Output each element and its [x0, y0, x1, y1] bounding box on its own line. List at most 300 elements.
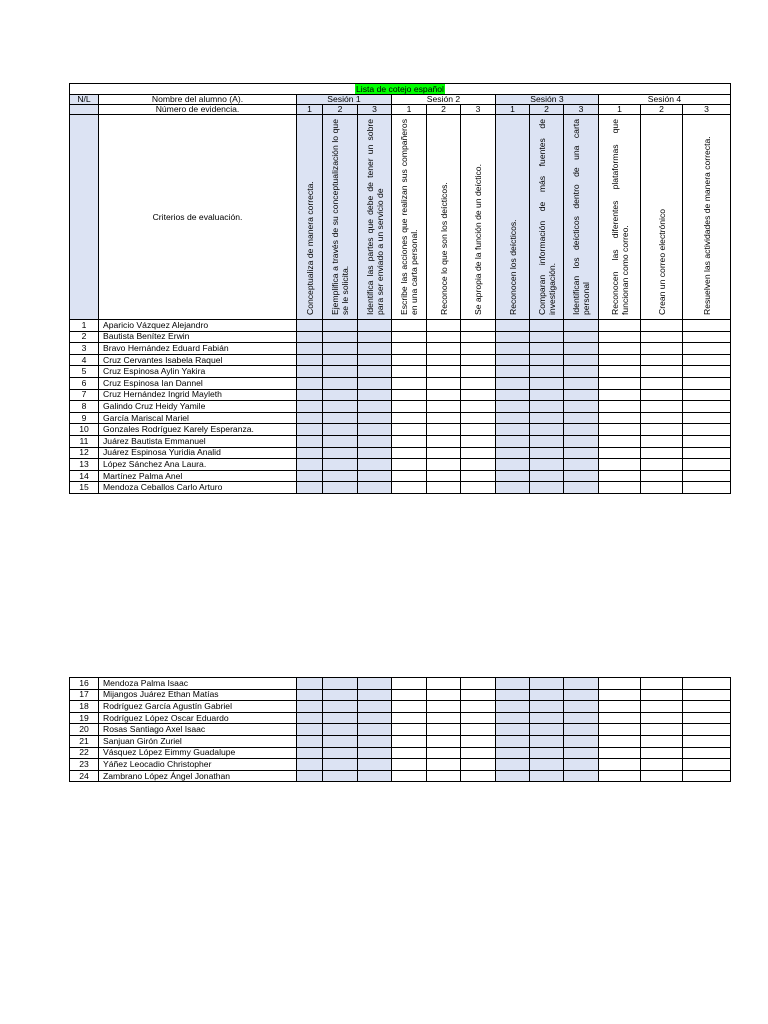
evaluation-cell[interactable]: [496, 712, 530, 724]
evaluation-cell[interactable]: [461, 343, 496, 355]
evaluation-cell[interactable]: [461, 331, 496, 343]
evaluation-cell[interactable]: [392, 701, 427, 713]
evaluation-cell[interactable]: [564, 354, 599, 366]
evaluation-cell[interactable]: [683, 331, 731, 343]
criterion-text: Reconocen los deícticos.: [507, 219, 518, 315]
evaluation-cell[interactable]: [530, 424, 564, 436]
evaluation-cell[interactable]: [496, 389, 530, 401]
evaluation-cell[interactable]: [392, 401, 427, 413]
evaluation-cell[interactable]: [683, 389, 731, 401]
evaluation-cell[interactable]: [530, 389, 564, 401]
evaluation-cell[interactable]: [683, 377, 731, 389]
evaluation-cell[interactable]: [392, 689, 427, 701]
evaluation-cell[interactable]: [599, 435, 641, 447]
student-rows-page-2: [70, 678, 731, 782]
evaluation-cell[interactable]: [323, 412, 358, 424]
evaluation-cell[interactable]: [599, 459, 641, 471]
evaluation-cell[interactable]: [297, 770, 323, 782]
evaluation-cell[interactable]: [392, 331, 427, 343]
evaluation-cell[interactable]: [683, 366, 731, 378]
evaluation-cell[interactable]: [641, 712, 683, 724]
evaluation-cell[interactable]: [683, 712, 731, 724]
evaluation-cell[interactable]: [564, 724, 599, 736]
evaluation-cell[interactable]: [530, 435, 564, 447]
evaluation-cell[interactable]: [461, 320, 496, 332]
evaluation-cell[interactable]: [297, 470, 323, 482]
evaluation-cell[interactable]: [641, 366, 683, 378]
evaluation-cell[interactable]: [392, 343, 427, 355]
evaluation-cell[interactable]: [358, 678, 392, 690]
evaluation-cell[interactable]: [358, 320, 392, 332]
evaluation-cell[interactable]: [461, 401, 496, 413]
evaluation-cell[interactable]: [427, 712, 461, 724]
evaluation-cell[interactable]: [461, 678, 496, 690]
evaluation-cell[interactable]: [427, 689, 461, 701]
evaluation-cell[interactable]: [530, 759, 564, 771]
evaluation-cell[interactable]: [530, 401, 564, 413]
student-row: [70, 470, 731, 482]
evaluation-cell[interactable]: [599, 366, 641, 378]
evaluation-cell[interactable]: [427, 447, 461, 459]
evaluation-cell[interactable]: [641, 331, 683, 343]
evaluation-cell[interactable]: [599, 701, 641, 713]
evaluation-cell[interactable]: [358, 770, 392, 782]
evaluation-cell[interactable]: [496, 424, 530, 436]
evaluation-cell[interactable]: [599, 482, 641, 494]
evaluation-cell[interactable]: [427, 701, 461, 713]
evaluation-cell[interactable]: [358, 735, 392, 747]
session-2-header: Sesión 2: [392, 95, 496, 105]
evaluation-cell[interactable]: [461, 424, 496, 436]
evaluation-cell[interactable]: [392, 366, 427, 378]
evaluation-cell[interactable]: [564, 320, 599, 332]
evaluation-cell[interactable]: [461, 701, 496, 713]
evaluation-cell[interactable]: [641, 770, 683, 782]
evaluation-cell[interactable]: [683, 701, 731, 713]
evaluation-cell[interactable]: [496, 377, 530, 389]
evaluation-cell[interactable]: [599, 424, 641, 436]
evaluation-cell[interactable]: [461, 459, 496, 471]
evaluation-cell[interactable]: [599, 724, 641, 736]
evaluation-cell[interactable]: [599, 747, 641, 759]
evaluation-cell[interactable]: [641, 689, 683, 701]
evaluation-cell[interactable]: [323, 389, 358, 401]
evaluation-cell[interactable]: [392, 747, 427, 759]
evaluation-cell[interactable]: [297, 689, 323, 701]
evaluation-cell[interactable]: [392, 377, 427, 389]
evaluation-cell[interactable]: [641, 424, 683, 436]
evaluation-cell[interactable]: [564, 343, 599, 355]
evaluation-cell[interactable]: [358, 343, 392, 355]
evaluation-cell[interactable]: [297, 435, 323, 447]
evaluation-cell[interactable]: [427, 412, 461, 424]
evaluation-cell[interactable]: [427, 343, 461, 355]
evaluation-cell[interactable]: [564, 377, 599, 389]
evaluation-cell[interactable]: [564, 747, 599, 759]
evaluation-cell[interactable]: [683, 447, 731, 459]
evaluation-cell[interactable]: [530, 412, 564, 424]
evaluation-cell[interactable]: [358, 459, 392, 471]
evaluation-cell[interactable]: [461, 735, 496, 747]
evaluation-cell[interactable]: [297, 331, 323, 343]
evaluation-cell[interactable]: [358, 401, 392, 413]
evaluation-cell[interactable]: [461, 689, 496, 701]
evaluation-cell[interactable]: [530, 482, 564, 494]
evaluation-cell[interactable]: [323, 343, 358, 355]
evaluation-cell[interactable]: [323, 331, 358, 343]
evaluation-cell[interactable]: [323, 320, 358, 332]
evaluation-cell[interactable]: [297, 343, 323, 355]
evaluation-cell[interactable]: [461, 447, 496, 459]
evaluation-cell[interactable]: [496, 331, 530, 343]
evaluation-cell[interactable]: [564, 389, 599, 401]
evaluation-cell[interactable]: [323, 424, 358, 436]
evaluation-cell[interactable]: [297, 678, 323, 690]
evaluation-cell[interactable]: [641, 354, 683, 366]
evaluation-cell[interactable]: [496, 678, 530, 690]
evaluation-cell[interactable]: [564, 412, 599, 424]
evaluation-cell[interactable]: [461, 482, 496, 494]
evaluation-cell[interactable]: [358, 424, 392, 436]
evaluation-cell[interactable]: [392, 735, 427, 747]
evaluation-cell[interactable]: [683, 770, 731, 782]
evaluation-cell[interactable]: [323, 712, 358, 724]
evaluation-cell[interactable]: [599, 320, 641, 332]
evaluation-cell[interactable]: [530, 747, 564, 759]
evaluation-cell[interactable]: [496, 470, 530, 482]
evaluation-cell[interactable]: [683, 470, 731, 482]
evaluation-cell[interactable]: [323, 735, 358, 747]
evaluation-cell[interactable]: [392, 435, 427, 447]
evaluation-cell[interactable]: [599, 735, 641, 747]
evaluation-cell[interactable]: [358, 447, 392, 459]
evaluation-cell[interactable]: [358, 331, 392, 343]
evaluation-cell[interactable]: [427, 366, 461, 378]
evaluation-cell[interactable]: [392, 678, 427, 690]
evaluation-cell[interactable]: [297, 447, 323, 459]
evaluation-cell[interactable]: [323, 747, 358, 759]
evaluation-cell[interactable]: [297, 724, 323, 736]
evaluation-cell[interactable]: [323, 482, 358, 494]
evaluation-cell[interactable]: [323, 759, 358, 771]
evaluation-cell[interactable]: [496, 482, 530, 494]
evaluation-cell[interactable]: [392, 482, 427, 494]
evaluation-cell[interactable]: [461, 712, 496, 724]
evaluation-cell[interactable]: [461, 747, 496, 759]
evaluation-cell[interactable]: [297, 389, 323, 401]
evaluation-cell[interactable]: [641, 447, 683, 459]
student-number: 17: [70, 689, 99, 701]
evaluation-cell[interactable]: [599, 412, 641, 424]
evaluation-cell[interactable]: [297, 354, 323, 366]
evaluation-cell[interactable]: [496, 770, 530, 782]
evaluation-cell[interactable]: [641, 459, 683, 471]
evaluation-cell[interactable]: [496, 320, 530, 332]
evaluation-cell[interactable]: [496, 724, 530, 736]
evaluation-cell[interactable]: [323, 366, 358, 378]
evaluation-cell[interactable]: [564, 689, 599, 701]
evaluation-cell[interactable]: [358, 747, 392, 759]
evaluation-cell[interactable]: [599, 759, 641, 771]
evaluation-cell[interactable]: [461, 724, 496, 736]
evaluation-cell[interactable]: [641, 735, 683, 747]
evaluation-cell[interactable]: [564, 331, 599, 343]
evaluation-cell[interactable]: [641, 320, 683, 332]
evaluation-cell[interactable]: [530, 470, 564, 482]
evaluation-cell[interactable]: [530, 447, 564, 459]
evaluation-cell[interactable]: [392, 320, 427, 332]
evaluation-cell[interactable]: [392, 424, 427, 436]
evaluation-cell[interactable]: [323, 459, 358, 471]
evaluation-cell[interactable]: [461, 389, 496, 401]
evaluation-cell[interactable]: [599, 401, 641, 413]
evaluation-cell[interactable]: [496, 689, 530, 701]
evaluation-cell[interactable]: [358, 354, 392, 366]
evaluation-cell[interactable]: [427, 747, 461, 759]
evaluation-cell[interactable]: [427, 735, 461, 747]
evaluation-cell[interactable]: [392, 354, 427, 366]
evaluation-cell[interactable]: [496, 343, 530, 355]
evaluation-cell[interactable]: [641, 435, 683, 447]
evaluation-cell[interactable]: [297, 412, 323, 424]
evaluation-cell[interactable]: [392, 759, 427, 771]
evaluation-cell[interactable]: [461, 770, 496, 782]
evaluation-cell[interactable]: [564, 712, 599, 724]
evaluation-cell[interactable]: [564, 482, 599, 494]
evaluation-cell[interactable]: [392, 389, 427, 401]
evaluation-cell[interactable]: [358, 412, 392, 424]
evaluation-cell[interactable]: [358, 470, 392, 482]
evaluation-cell[interactable]: [297, 424, 323, 436]
evaluation-cell[interactable]: [496, 366, 530, 378]
evaluation-cell[interactable]: [297, 759, 323, 771]
evaluation-cell[interactable]: [297, 747, 323, 759]
evaluation-cell[interactable]: [530, 724, 564, 736]
evaluation-cell[interactable]: [496, 401, 530, 413]
evaluation-cell[interactable]: [297, 320, 323, 332]
evaluation-cell[interactable]: [599, 331, 641, 343]
evaluation-cell[interactable]: [427, 435, 461, 447]
evaluation-cell[interactable]: [496, 412, 530, 424]
evaluation-cell[interactable]: [496, 459, 530, 471]
evaluation-cell[interactable]: [599, 354, 641, 366]
evaluation-cell[interactable]: [358, 724, 392, 736]
evaluation-cell[interactable]: [427, 424, 461, 436]
evaluation-cell[interactable]: [683, 435, 731, 447]
evaluation-cell[interactable]: [641, 724, 683, 736]
evaluation-cell[interactable]: [427, 389, 461, 401]
evaluation-cell[interactable]: [641, 412, 683, 424]
evaluation-cell[interactable]: [599, 389, 641, 401]
evaluation-cell[interactable]: [358, 435, 392, 447]
evaluation-cell[interactable]: [683, 424, 731, 436]
evaluation-cell[interactable]: [530, 320, 564, 332]
evaluation-cell[interactable]: [427, 678, 461, 690]
student-number: 13: [70, 459, 99, 471]
student-name: García Mariscal Mariel: [99, 412, 297, 424]
evaluation-cell[interactable]: [641, 470, 683, 482]
evaluation-cell[interactable]: [599, 377, 641, 389]
evaluation-cell[interactable]: [461, 412, 496, 424]
evaluation-cell[interactable]: [297, 701, 323, 713]
evaluation-cell[interactable]: [564, 447, 599, 459]
evaluation-cell[interactable]: [358, 689, 392, 701]
evaluation-cell[interactable]: [392, 470, 427, 482]
evaluation-cell[interactable]: [323, 678, 358, 690]
evaluation-cell[interactable]: [323, 354, 358, 366]
evaluation-cell[interactable]: [564, 759, 599, 771]
evaluation-cell[interactable]: [323, 689, 358, 701]
evaluation-cell[interactable]: [461, 354, 496, 366]
evaluation-cell[interactable]: [297, 712, 323, 724]
evaluation-cell[interactable]: [683, 678, 731, 690]
evaluation-cell[interactable]: [599, 770, 641, 782]
evaluation-cell[interactable]: [358, 701, 392, 713]
evaluation-cell[interactable]: [599, 712, 641, 724]
evaluation-cell[interactable]: [564, 701, 599, 713]
evaluation-cell[interactable]: [427, 377, 461, 389]
evaluation-cell[interactable]: [297, 377, 323, 389]
evaluation-cell[interactable]: [564, 678, 599, 690]
criterion-text: Conceptualiza de manera correcta.: [304, 181, 315, 315]
evaluation-cell[interactable]: [641, 701, 683, 713]
evaluation-cell[interactable]: [323, 401, 358, 413]
evaluation-cell[interactable]: [392, 447, 427, 459]
evaluation-cell[interactable]: [496, 701, 530, 713]
evaluation-cell[interactable]: [323, 701, 358, 713]
evaluation-cell[interactable]: [358, 759, 392, 771]
evaluation-cell[interactable]: [297, 366, 323, 378]
evaluation-cell[interactable]: [427, 459, 461, 471]
evaluation-cell[interactable]: [641, 747, 683, 759]
evaluation-cell[interactable]: [496, 435, 530, 447]
evaluation-cell[interactable]: [297, 401, 323, 413]
evaluation-cell[interactable]: [641, 389, 683, 401]
evaluation-cell[interactable]: [323, 447, 358, 459]
evaluation-cell[interactable]: [530, 735, 564, 747]
evaluation-cell[interactable]: [358, 712, 392, 724]
evaluation-cell[interactable]: [683, 354, 731, 366]
evaluation-cell[interactable]: [564, 424, 599, 436]
evaluation-cell[interactable]: [297, 459, 323, 471]
evaluation-cell[interactable]: [392, 770, 427, 782]
evaluation-cell[interactable]: [564, 366, 599, 378]
evaluation-cell[interactable]: [530, 331, 564, 343]
evaluation-cell[interactable]: [599, 470, 641, 482]
evaluation-cell[interactable]: [461, 470, 496, 482]
evaluation-cell[interactable]: [323, 770, 358, 782]
evaluation-cell[interactable]: [323, 724, 358, 736]
evaluation-cell[interactable]: [599, 343, 641, 355]
evaluation-cell[interactable]: [683, 459, 731, 471]
evaluation-cell[interactable]: [599, 689, 641, 701]
evaluation-cell[interactable]: [683, 401, 731, 413]
evaluation-cell[interactable]: [530, 377, 564, 389]
evaluation-cell[interactable]: [530, 343, 564, 355]
evaluation-cell[interactable]: [392, 712, 427, 724]
evaluation-cell[interactable]: [297, 482, 323, 494]
evaluation-cell[interactable]: [323, 435, 358, 447]
evaluation-cell[interactable]: [297, 735, 323, 747]
evaluation-cell[interactable]: [496, 735, 530, 747]
evaluation-cell[interactable]: [599, 447, 641, 459]
evaluation-cell[interactable]: [358, 366, 392, 378]
evaluation-cell[interactable]: [683, 689, 731, 701]
evaluation-cell[interactable]: [564, 470, 599, 482]
evaluation-cell[interactable]: [427, 770, 461, 782]
evaluation-cell[interactable]: [427, 759, 461, 771]
evaluation-cell[interactable]: [358, 389, 392, 401]
evaluation-cell[interactable]: [530, 459, 564, 471]
evaluation-cell[interactable]: [564, 401, 599, 413]
evaluation-cell[interactable]: [530, 354, 564, 366]
evaluation-cell[interactable]: [530, 366, 564, 378]
evaluation-cell[interactable]: [461, 377, 496, 389]
evaluation-cell[interactable]: [427, 354, 461, 366]
evaluation-cell[interactable]: [392, 724, 427, 736]
evaluation-cell[interactable]: [683, 747, 731, 759]
evaluation-cell[interactable]: [641, 678, 683, 690]
evaluation-cell[interactable]: [323, 377, 358, 389]
evaluation-cell[interactable]: [358, 377, 392, 389]
evaluation-cell[interactable]: [461, 366, 496, 378]
evaluation-cell[interactable]: [427, 724, 461, 736]
student-number: 18: [70, 701, 99, 713]
evaluation-cell[interactable]: [427, 470, 461, 482]
evaluation-cell[interactable]: [323, 470, 358, 482]
evaluation-cell[interactable]: [496, 447, 530, 459]
evaluation-cell[interactable]: [683, 735, 731, 747]
evaluation-cell[interactable]: [530, 678, 564, 690]
evaluation-cell[interactable]: [496, 759, 530, 771]
evaluation-cell[interactable]: [641, 377, 683, 389]
evaluation-cell[interactable]: [641, 401, 683, 413]
evaluation-cell[interactable]: [683, 412, 731, 424]
evaluation-cell[interactable]: [461, 435, 496, 447]
evaluation-cell[interactable]: [392, 459, 427, 471]
student-name: Cruz Espinosa Ian Dannel: [99, 377, 297, 389]
evaluation-cell[interactable]: [530, 701, 564, 713]
evaluation-cell[interactable]: [683, 482, 731, 494]
student-number: 8: [70, 401, 99, 413]
evaluation-cell[interactable]: [564, 770, 599, 782]
evaluation-cell[interactable]: [683, 759, 731, 771]
evaluation-cell[interactable]: [564, 735, 599, 747]
evaluation-cell[interactable]: [641, 343, 683, 355]
evaluation-cell[interactable]: [427, 320, 461, 332]
evaluation-cell[interactable]: [564, 459, 599, 471]
evaluation-cell[interactable]: [683, 724, 731, 736]
evaluation-cell[interactable]: [496, 747, 530, 759]
evaluation-cell[interactable]: [641, 482, 683, 494]
evaluation-cell[interactable]: [530, 689, 564, 701]
evaluation-cell[interactable]: [392, 412, 427, 424]
evaluation-cell[interactable]: [641, 759, 683, 771]
evaluation-cell[interactable]: [496, 354, 530, 366]
student-number: 3: [70, 343, 99, 355]
evaluation-cell[interactable]: [564, 435, 599, 447]
evaluation-cell[interactable]: [599, 678, 641, 690]
evaluation-cell[interactable]: [683, 343, 731, 355]
evaluation-cell[interactable]: [461, 759, 496, 771]
evaluation-cell[interactable]: [683, 320, 731, 332]
evaluation-cell[interactable]: [427, 401, 461, 413]
evaluation-cell[interactable]: [530, 770, 564, 782]
evaluation-cell[interactable]: [530, 712, 564, 724]
evaluation-cell[interactable]: [427, 482, 461, 494]
evaluation-cell[interactable]: [427, 331, 461, 343]
evaluation-cell[interactable]: [358, 482, 392, 494]
